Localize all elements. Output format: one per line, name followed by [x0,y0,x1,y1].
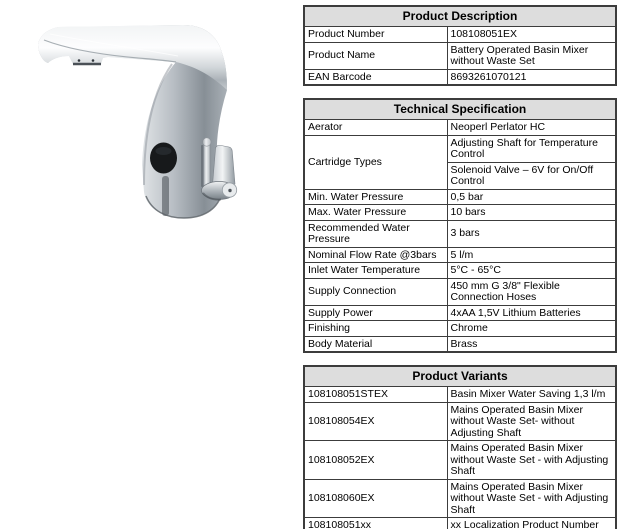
technical-specification-table [303,98,617,353]
row-label: Min. Water Pressure [304,189,447,205]
variant-code: 108108052EX [304,441,447,480]
row-label: Supply Connection [304,278,447,305]
table-row [304,278,616,305]
row-value: 5 l/m [447,247,616,263]
table-row [304,135,616,162]
adjusting-lever [201,138,237,200]
row-value: Chrome [447,321,616,337]
body-reflection-stripe [162,176,169,216]
row-label: Aerator [304,120,447,136]
row-label: Supply Power [304,305,447,321]
row-label: Recommended Water Pressure [304,220,447,247]
row-label: Product Name [304,42,447,69]
table-row [304,321,616,337]
row-value: 8693261070121 [447,69,616,85]
variant-description: Basin Mixer Water Saving 1,3 l/m [447,387,616,403]
variant-description: Mains Operated Basin Mixer without Waste Set - with Adjusting Shaft [447,479,616,518]
row-value: 3 bars [447,220,616,247]
variant-description: xx Localization Product Number [447,518,616,529]
table-row [304,247,616,263]
product-image-pane [0,0,300,300]
table-row [304,42,616,69]
tables-pane [303,5,617,529]
product-description-table [303,5,617,86]
row-label: Cartridge Types [304,135,447,189]
row-value: 4xAA 1,5V Lithium Batteries [447,305,616,321]
row-value: Neoperl Perlator HC [447,120,616,136]
table-row [304,387,616,403]
table-row [304,27,616,43]
product-variants-title: Product Variants [304,366,616,387]
row-value: 0,5 bar [447,189,616,205]
row-value: 450 mm G 3/8" Flexible Connection Hoses [447,278,616,305]
row-value: 5°C - 65°C [447,263,616,279]
table-row [304,189,616,205]
table-row [304,336,616,352]
row-label: Max. Water Pressure [304,205,447,221]
variant-description: Mains Operated Basin Mixer without Waste Set - with Adjusting Shaft [447,441,616,480]
variant-code: 108108051STEX [304,387,447,403]
table-row [304,479,616,518]
variant-code: 108108054EX [304,402,447,441]
row-value: Brass [447,336,616,352]
table-row [304,402,616,441]
row-value: Solenoid Valve – 6V for On/Off Control [447,162,616,189]
product-description-title: Product Description [304,6,616,27]
table-row [304,263,616,279]
row-label: Nominal Flow Rate @3bars [304,247,447,263]
product-variants-table [303,365,617,529]
row-label: Product Number [304,27,447,43]
row-label: Inlet Water Temperature [304,263,447,279]
table-row [304,220,616,247]
sensor-highlight [156,147,172,155]
row-label: EAN Barcode [304,69,447,85]
row-label: Body Material [304,336,447,352]
row-value: Adjusting Shaft for Temperature Control [447,135,616,162]
row-value: 10 bars [447,205,616,221]
table-row [304,69,616,85]
technical-specification-title: Technical Specification [304,99,616,120]
table-row [304,518,616,529]
table-row [304,441,616,480]
row-value: 108108051EX [447,27,616,43]
aerator-dot [92,59,95,62]
row-label: Finishing [304,321,447,337]
faucet-product-image [0,0,300,300]
variant-code: 108108060EX [304,479,447,518]
variant-description: Mains Operated Basin Mixer without Waste Set- without Adjusting Shaft [447,402,616,441]
aerator-dot [78,59,81,62]
row-value: Battery Operated Basin Mixer without Waste Set [447,42,616,69]
variant-code: 108108051xx [304,518,447,529]
table-row [304,205,616,221]
table-row [304,120,616,136]
table-row [304,305,616,321]
